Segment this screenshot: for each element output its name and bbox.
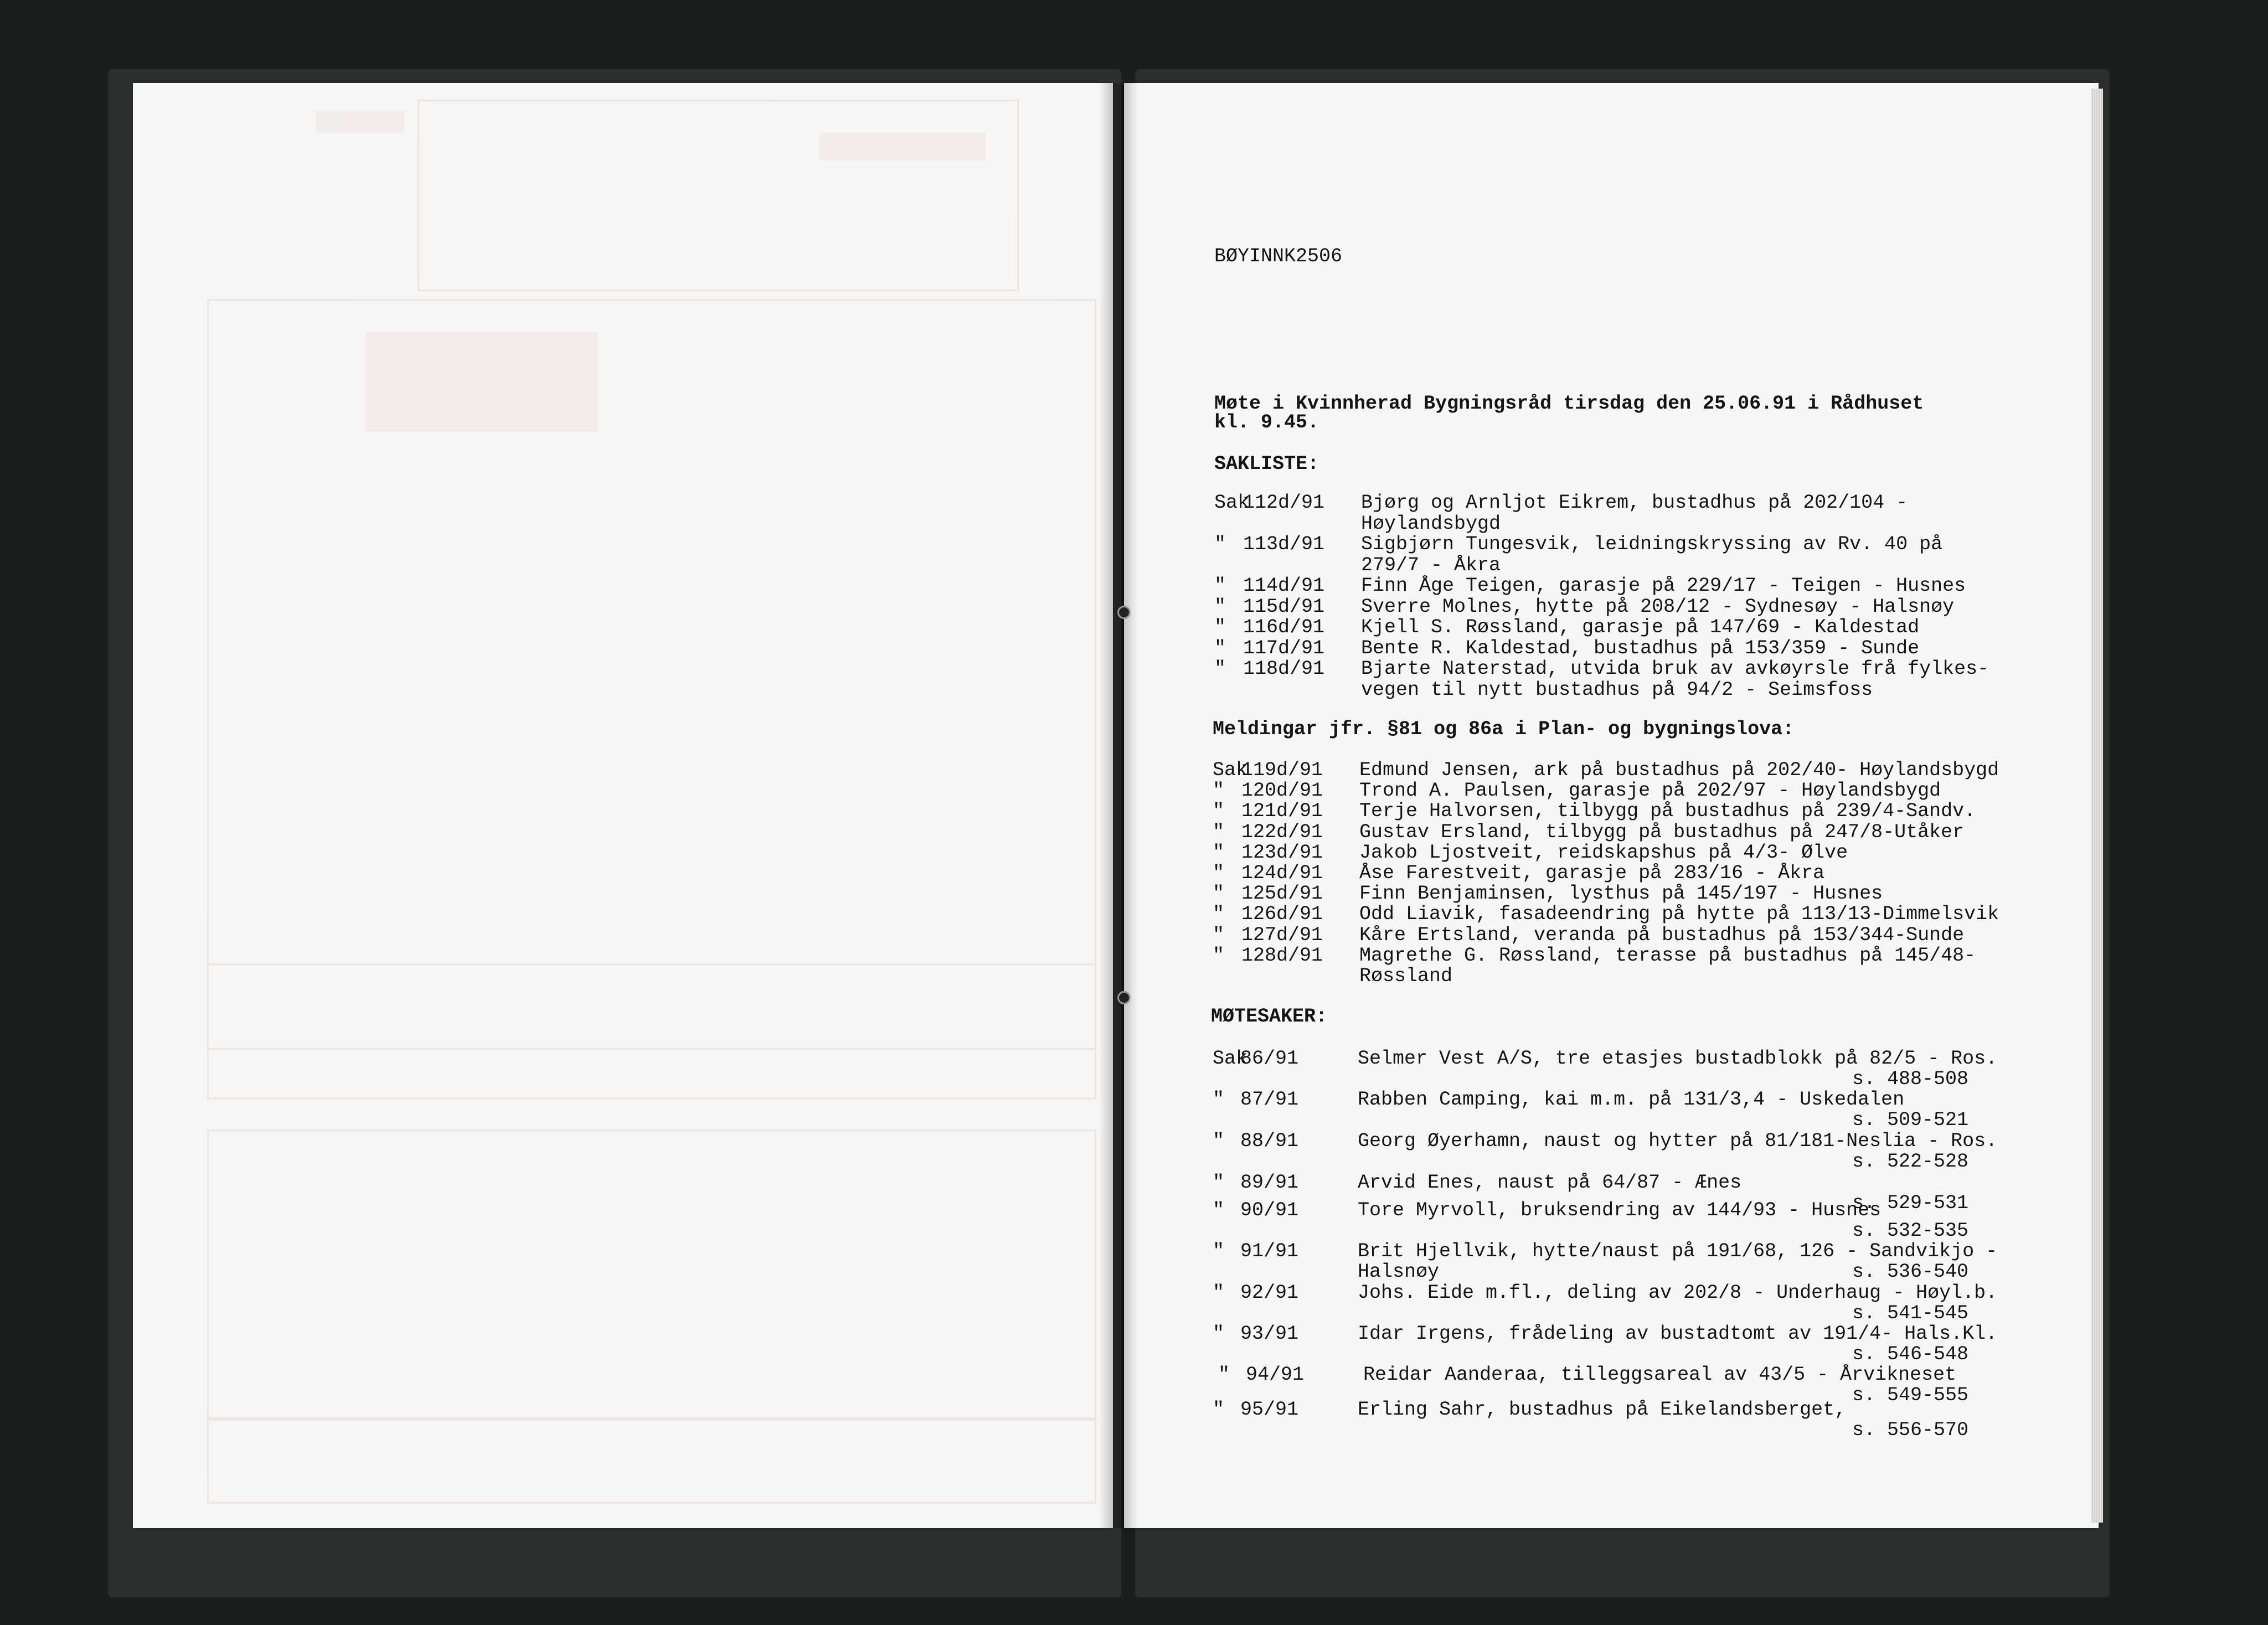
motesak-item (1213, 1130, 2076, 1152)
case-text: Jakob Ljostveit, reidskapshus på 4/3- Ølve (1359, 842, 1848, 864)
sakliste-item (1214, 596, 2078, 618)
case-number: 121d/91 (1241, 800, 1323, 822)
motesak-item (1213, 1240, 2076, 1262)
sakliste-item (1214, 492, 2078, 514)
case-text: Selmer Vest A/S, tre etasjes bustadblokk på 82/5 - Ros. (1358, 1048, 1998, 1070)
case-prefix: " (1214, 658, 1226, 680)
case-text: Høylandsbygd (1361, 513, 1501, 535)
meldingar-item (1213, 924, 2076, 946)
case-number: 122d/91 (1241, 821, 1323, 843)
page-reference: s. 509-521 (1852, 1109, 1969, 1131)
case-prefix: " (1214, 575, 1226, 597)
meldingar-item (1213, 821, 2076, 843)
case-number: 91/91 (1240, 1240, 1299, 1262)
case-text: Åse Farestveit, garasje på 283/16 - Åkra (1359, 862, 1825, 884)
case-prefix: Sak (1213, 1048, 1248, 1070)
case-prefix: " (1213, 924, 1225, 946)
case-number: 90/91 (1240, 1199, 1299, 1221)
case-number: 112d/91 (1243, 492, 1325, 514)
case-prefix: Sak (1213, 759, 1248, 781)
case-prefix: " (1214, 596, 1226, 618)
case-number: 87/91 (1240, 1089, 1299, 1111)
case-prefix: " (1213, 780, 1225, 802)
case-text: vegen til nytt bustadhus på 94/2 - Seimsfoss (1361, 679, 1873, 701)
case-text: Bente R. Kaldestad, bustadhus på 153/359 - Sunde (1361, 637, 1920, 659)
case-number: 113d/91 (1243, 533, 1325, 555)
case-number: 92/91 (1240, 1282, 1299, 1304)
meldingar-item (1213, 800, 2076, 822)
motesak-item (1213, 1199, 2076, 1221)
meldingar-heading: Meldingar jfr. §81 og 86a i Plan- og bygningslova: (1213, 718, 1795, 740)
case-text: Kåre Ertsland, veranda på bustadhus på 153/344-Sunde (1359, 924, 1965, 946)
case-prefix: " (1213, 1282, 1225, 1304)
case-prefix: Sak (1214, 492, 1250, 514)
sakliste-item (1214, 575, 2078, 597)
meldingar-item (1213, 883, 2076, 905)
case-text: Erling Sahr, bustadhus på Eikelandsberget, (1358, 1399, 1847, 1421)
case-prefix: " (1214, 533, 1226, 555)
page-reference: s. 546-548 (1852, 1343, 1969, 1365)
page-reference: s. 529-531 (1852, 1192, 1969, 1214)
case-text: Georg Øyerhamn, naust og hytter på 81/181-Neslia - Ros. (1358, 1130, 1998, 1152)
motesak-item (1213, 1282, 2076, 1304)
sakliste-item (1214, 616, 2078, 638)
case-prefix: " (1214, 616, 1226, 638)
case-text: Sverre Molnes, hytte på 208/12 - Sydnesøy - Halsnøy (1361, 596, 1955, 618)
case-text: Sigbjørn Tungesvik, leidningskryssing av Rv. 40 på (1361, 533, 1943, 555)
case-prefix: " (1213, 1130, 1225, 1152)
case-prefix: " (1213, 1399, 1225, 1421)
motesaker-heading: MØTESAKER: (1211, 1005, 1328, 1028)
case-number: 89/91 (1240, 1172, 1299, 1194)
case-number: 117d/91 (1243, 637, 1325, 659)
meldingar-item-continued (1213, 965, 2076, 987)
meldingar-item (1213, 759, 2076, 781)
case-text: Røssland (1359, 965, 1453, 987)
case-number: 123d/91 (1241, 842, 1323, 864)
case-number: 127d/91 (1241, 924, 1323, 946)
meldingar-item (1213, 780, 2076, 802)
page-reference: s. 522-528 (1852, 1151, 1969, 1173)
meldingar-item (1213, 842, 2076, 864)
page-reference: s. 532-535 (1852, 1220, 1969, 1242)
case-text: Finn Åge Teigen, garasje på 229/17 - Teigen - Husnes (1361, 575, 1966, 597)
case-number: 94/91 (1246, 1364, 1305, 1386)
case-number: 120d/91 (1241, 780, 1323, 802)
case-prefix: " (1213, 821, 1225, 843)
case-prefix: " (1214, 637, 1226, 659)
sakliste-item (1214, 554, 2078, 576)
case-number: 88/91 (1240, 1130, 1299, 1152)
case-number: 125d/91 (1241, 883, 1323, 905)
case-number: 95/91 (1240, 1399, 1299, 1421)
case-prefix: " (1213, 800, 1225, 822)
case-number: 115d/91 (1243, 596, 1325, 618)
page-reference: s. 536-540 (1852, 1261, 1969, 1283)
case-text: Brit Hjellvik, hytte/naust på 191/68, 126 - Sandvikjo - (1358, 1240, 1998, 1262)
case-prefix: " (1213, 1199, 1225, 1221)
case-number: 119d/91 (1241, 759, 1323, 781)
sakliste-item (1214, 679, 2078, 701)
case-number: 126d/91 (1241, 903, 1323, 925)
case-prefix: " (1213, 842, 1225, 864)
motesak-item (1213, 1323, 2076, 1345)
case-text: 279/7 - Åkra (1361, 554, 1501, 576)
case-prefix: " (1218, 1364, 1230, 1386)
meeting-heading-line2: kl. 9.45. (1214, 411, 1319, 434)
motesak-item (1213, 1172, 2076, 1194)
case-prefix: " (1213, 1089, 1225, 1111)
case-text: Finn Benjaminsen, lysthus på 145/197 - Husnes (1359, 883, 1883, 905)
case-number: 118d/91 (1243, 658, 1325, 680)
meldingar-item (1213, 862, 2076, 884)
case-text: Kjell S. Røssland, garasje på 147/69 - Kaldestad (1361, 616, 1920, 638)
motesak-item (1213, 1048, 2076, 1070)
page-reference: s. 488-508 (1852, 1068, 1969, 1090)
case-number: 128d/91 (1241, 945, 1323, 967)
case-text: Johs. Eide m.fl., deling av 202/8 - Underhaug - Høyl.b. (1358, 1282, 1998, 1304)
case-text: Rabben Camping, kai m.m. på 131/3,4 - Uskedalen (1358, 1089, 1905, 1111)
case-text: Bjarte Naterstad, utvida bruk av avkøyrsle frå fylkes- (1361, 658, 1989, 680)
motesak-item (1218, 1364, 2082, 1386)
meldingar-item (1213, 903, 2076, 925)
motesak-item (1213, 1399, 2076, 1421)
case-number: 124d/91 (1241, 862, 1323, 884)
page-reference: s. 541-545 (1852, 1302, 1969, 1324)
motesak-item (1213, 1089, 2076, 1111)
case-prefix: " (1213, 903, 1225, 925)
case-prefix: " (1213, 1240, 1225, 1262)
meldingar-item (1213, 945, 2076, 967)
case-text: Odd Liavik, fasadeendring på hytte på 113/13-Dimmelsvik (1359, 903, 1999, 925)
case-text: Edmund Jensen, ark på bustadhus på 202/40- Høylandsbygd (1359, 759, 1999, 781)
case-number: 93/91 (1240, 1323, 1299, 1345)
case-prefix: " (1213, 1323, 1225, 1345)
sakliste-item (1214, 533, 2078, 555)
sakliste-item (1214, 658, 2078, 680)
case-text: Idar Irgens, frådeling av bustadtomt av 191/4- Hals.Kl. (1358, 1323, 1998, 1345)
document-code: BØYINNK2506 (1214, 245, 1343, 267)
case-text: Magrethe G. Røssland, terasse på bustadhus på 145/48- (1359, 945, 1976, 967)
sakliste-item (1214, 637, 2078, 659)
case-prefix: " (1213, 1172, 1225, 1194)
case-text: Terje Halvorsen, tilbygg på bustadhus på 239/4-Sandv. (1359, 800, 1976, 822)
case-prefix: " (1213, 945, 1225, 967)
case-number: 116d/91 (1243, 616, 1325, 638)
sakliste-heading: SAKLISTE: (1214, 453, 1319, 475)
case-text: Halsnøy (1358, 1261, 1440, 1283)
case-text: Trond A. Paulsen, garasje på 202/97 - Høylandsbygd (1359, 780, 1941, 802)
case-number: 114d/91 (1243, 575, 1325, 597)
sakliste-item (1214, 513, 2078, 535)
case-text: Tore Myrvoll, bruksendring av 144/93 - Husnes (1358, 1199, 1882, 1221)
meeting-heading-line1: Møte i Kvinnherad Bygningsråd tirsdag den 25.06.91 i Rådhuset (1214, 393, 1924, 415)
page-reference: s. 556-570 (1852, 1419, 1969, 1441)
case-prefix: " (1213, 862, 1225, 884)
case-text: Reidar Aanderaa, tilleggsareal av 43/5 - Årvikneset (1363, 1364, 1957, 1386)
case-text: Arvid Enes, naust på 64/87 - Ænes (1358, 1172, 1742, 1194)
case-text: Bjørg og Arnljot Eikrem, bustadhus på 202/104 - (1361, 492, 1908, 514)
case-text: Gustav Ersland, tilbygg på bustadhus på 247/8-Utåker (1359, 821, 1965, 843)
case-prefix: " (1213, 883, 1225, 905)
case-number: 86/91 (1240, 1048, 1299, 1070)
page-reference: s. 549-555 (1852, 1384, 1969, 1406)
